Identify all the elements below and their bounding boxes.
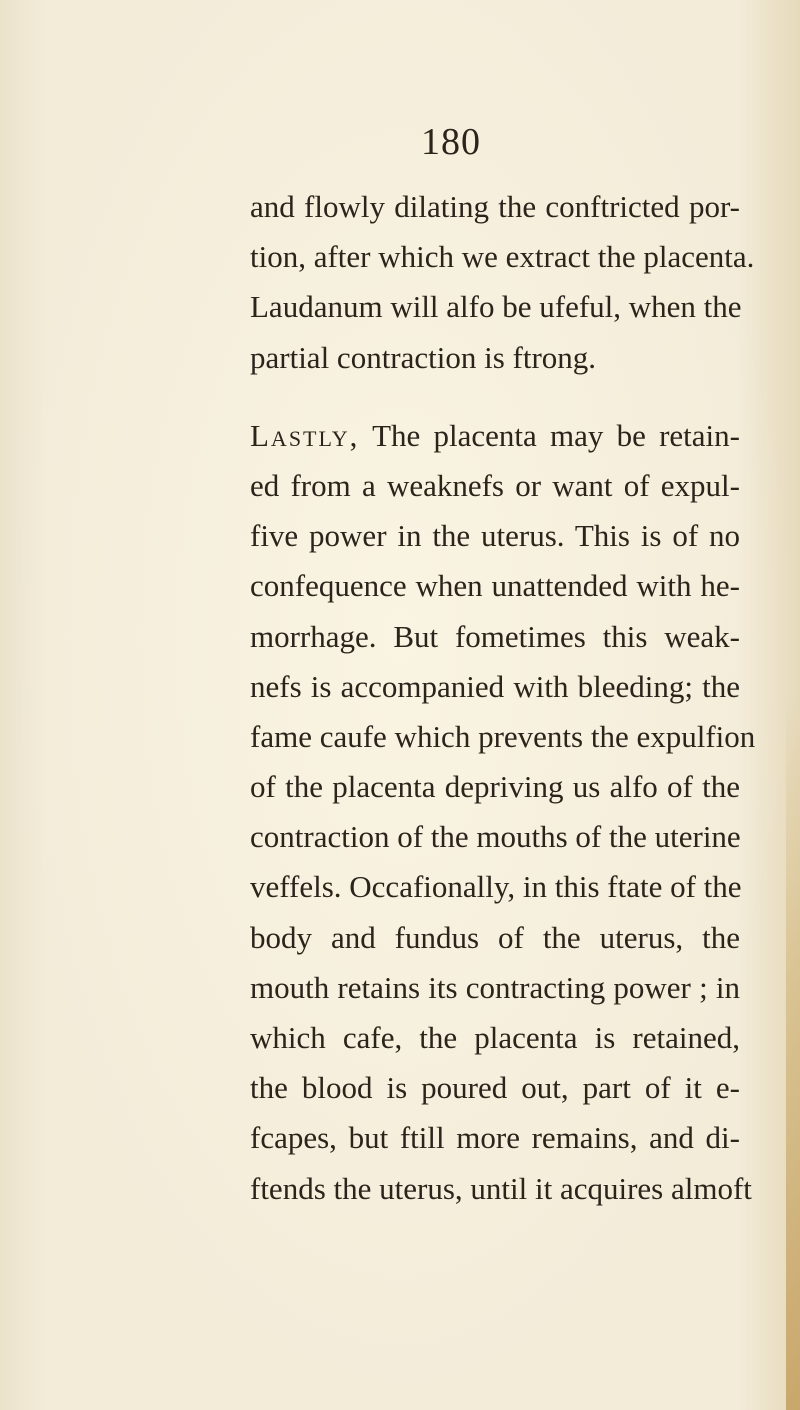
text-line: fame caufe which prevents the expulfion [250, 718, 756, 754]
text-line: The placenta may be retain- [372, 417, 740, 453]
text-line: nefs is accompanied with bleeding; the [250, 668, 740, 704]
text-line: body and fundus of the uterus, the [250, 919, 740, 955]
body-text [250, 182, 756, 1214]
text-line: ftends the uterus, until it acquires almoft [250, 1170, 752, 1206]
text-line: five power in the uterus. This is of no [250, 518, 740, 554]
text-line: and flowly dilating the conftricted por- [250, 189, 740, 224]
text-line: of the placenta depriving us alfo of the [250, 769, 740, 805]
text-line: Laudanum will alfo be ufeful, when the [250, 289, 742, 325]
text-line: confequence when unattended with he- [250, 568, 740, 604]
text-line: tion, after which we extract the placenta. [250, 239, 755, 275]
text-line: morrhage. But fometimes this weak- [250, 618, 740, 654]
text-line: the blood is poured out, part of it e- [250, 1070, 740, 1106]
text-line: veffels. Occafionally, in this ftate of the [250, 869, 742, 905]
page-number: 180 [421, 121, 481, 163]
text-line: fcapes, but ftill more remains, and di- [250, 1120, 740, 1156]
text-line: ed from a weaknefs or want of expul- [250, 467, 740, 503]
text-line: contraction of the mouths of the uterine [250, 819, 741, 855]
lead-word: Lastly, [250, 417, 360, 453]
text-line: which cafe, the placenta is retained, [250, 1020, 740, 1055]
text-line: mouth retains its contracting power ; in [250, 969, 740, 1005]
page-edge-stain [786, 700, 800, 1410]
paragraph-first-line [250, 411, 740, 461]
text-line: partial contraction is ftrong. [250, 339, 597, 375]
